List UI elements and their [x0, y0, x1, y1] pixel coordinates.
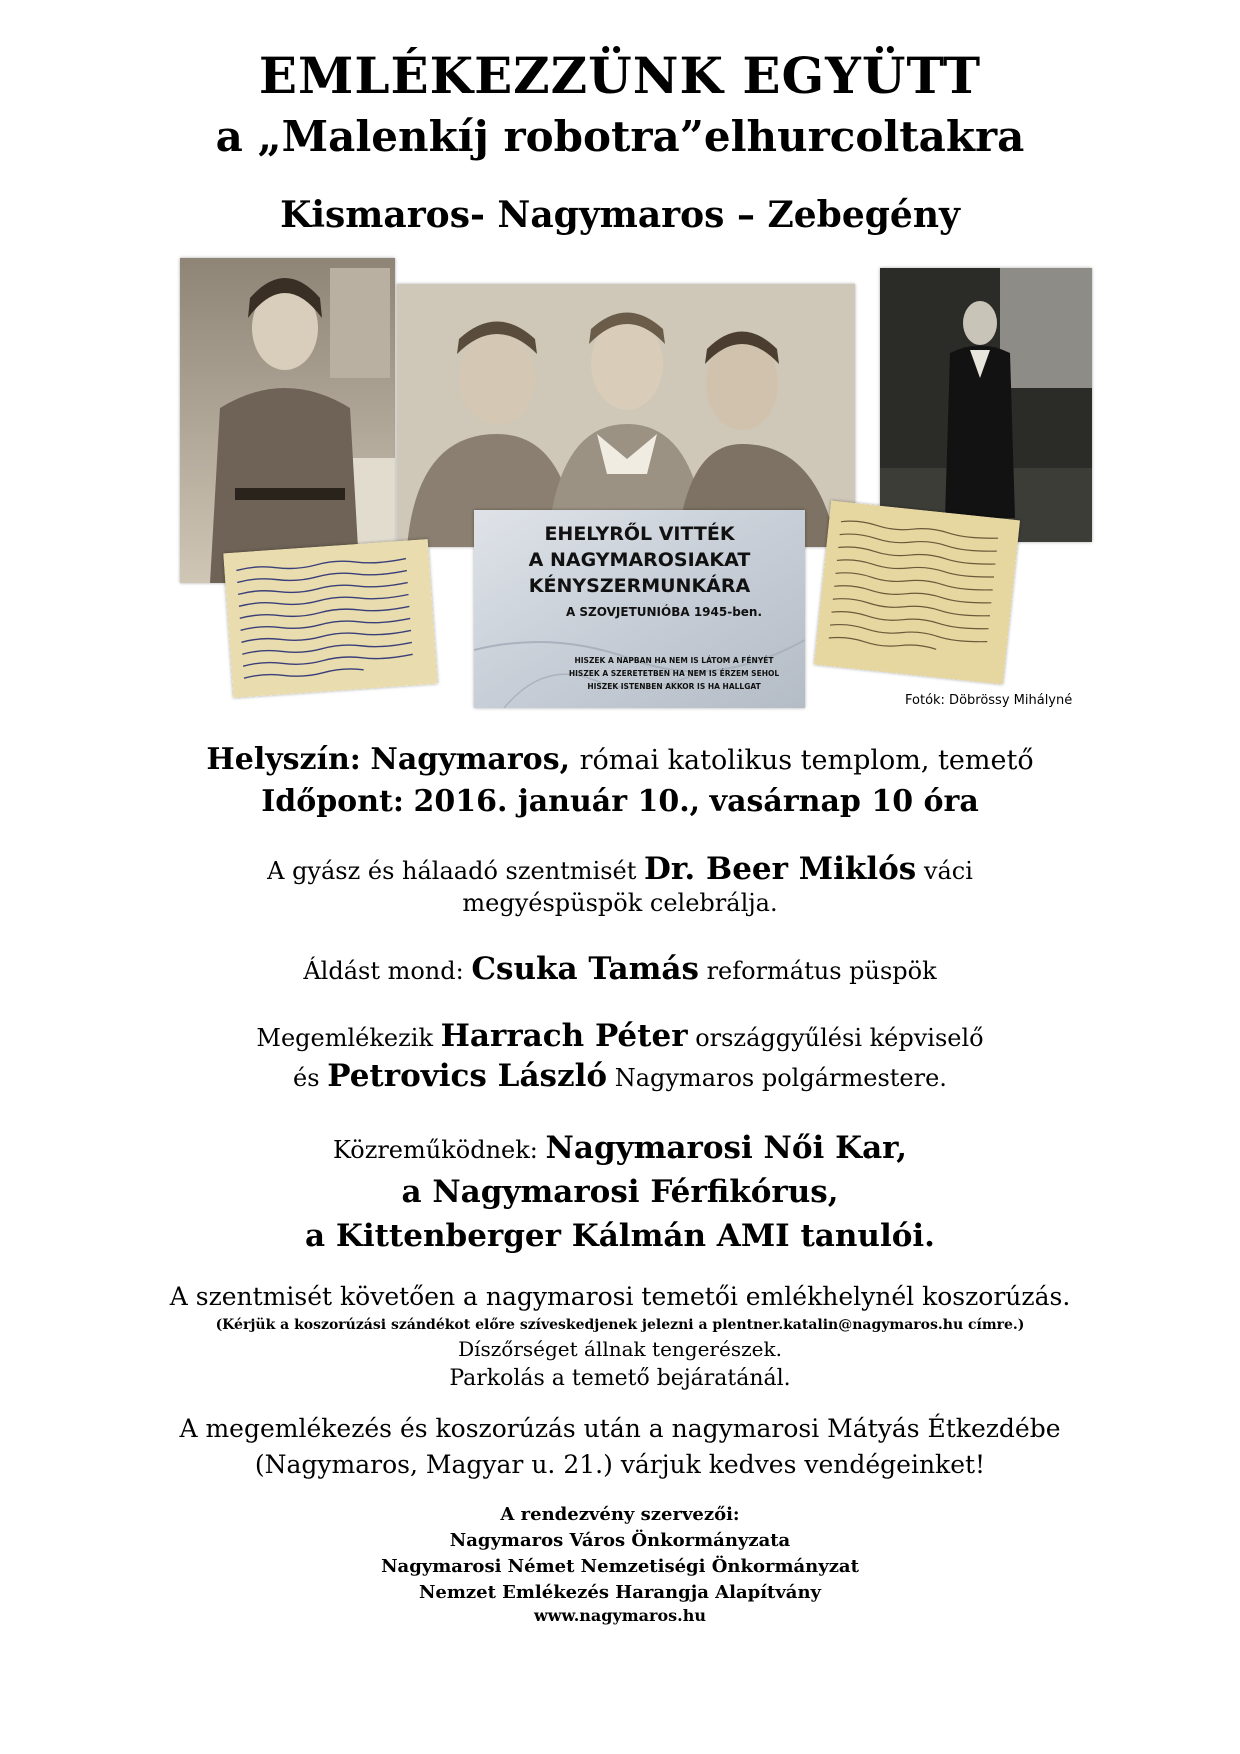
- photo-memorial-plaque: [474, 510, 805, 708]
- mass-pre: A gyász és hálaadó szentmisét: [267, 857, 637, 885]
- mass-post: váci: [923, 857, 973, 885]
- photo-man-portrait: [880, 268, 1092, 542]
- commemoration-name-2: Petrovics László: [327, 1058, 608, 1094]
- photo-handwritten-letter-right: [814, 501, 1020, 685]
- mass-celebrant: Dr. Beer Miklós: [644, 851, 917, 887]
- cooperation-pre: Közreműködnek:: [332, 1136, 538, 1164]
- organizer-3: Nemzet Emlékezés Harangja Alapítvány: [418, 1582, 822, 1603]
- commemoration-and: és: [293, 1064, 320, 1092]
- plaque-verse-1: HISZEK A NAPBAN HA NEM IS LÁTOM A FÉNYÉT: [574, 656, 774, 665]
- photo-handwritten-letter-left: [223, 539, 438, 698]
- date-value: 2016. január 10.,: [413, 784, 701, 819]
- cooperation-item-3: a Kittenberger Kálmán AMI tanulói.: [305, 1218, 935, 1254]
- invite-line-1: A megemlékezés és koszorúzás után a nagymarosi Mátyás Étkezdébe: [179, 1414, 1061, 1443]
- cooperation-item-2: a Nagymarosi Férfikórus,: [401, 1174, 839, 1210]
- plaque-line-1: EHELYRŐL VITTÉK: [544, 523, 735, 545]
- organizers-heading: A rendezvény szervezői:: [500, 1504, 740, 1525]
- event-date-line: [0, 784, 1240, 819]
- guard-line: Díszőrséget állnak tengerészek.: [458, 1337, 782, 1361]
- photo-woman-portrait: [180, 258, 395, 583]
- mass-line-1: [0, 851, 1240, 887]
- commemoration-line-2: [0, 1058, 1240, 1094]
- poster-title: EMLÉKEZZÜNK EGYÜTT: [258, 46, 982, 105]
- place-rest: római katolikus templom, temető: [579, 745, 1034, 776]
- plaque-line-2: A NAGYMAROSIAKAT: [528, 549, 751, 571]
- event-place-line: [0, 742, 1240, 777]
- wreath-line: A szentmisét követően a nagymarosi temetői emlékhelynél koszorúzás.: [169, 1282, 1071, 1311]
- commemoration-name-1: Harrach Péter: [440, 1018, 688, 1054]
- photo-three-women: [397, 284, 855, 547]
- blessing-line: [0, 951, 1240, 987]
- poster-places: Kismaros- Nagymaros – Zebegény: [280, 194, 960, 236]
- plaque-line-4: A SZOVJETUNIÓBA 1945-ben.: [565, 605, 763, 619]
- commemoration-post-2: Nagymaros polgármestere.: [614, 1064, 947, 1092]
- cooperation-item-1: Nagymarosi Női Kar,: [545, 1130, 908, 1166]
- commemoration-line-1: [0, 1018, 1240, 1054]
- cooperation-line-1: [0, 1130, 1240, 1166]
- website-link[interactable]: www.nagymaros.hu: [533, 1606, 706, 1625]
- place-name: Nagymaros,: [370, 742, 571, 777]
- invite-line-2: (Nagymaros, Magyar u. 21.) várjuk kedves vendégeinket!: [254, 1450, 986, 1479]
- commemoration-pre: Megemlékezik: [256, 1024, 433, 1052]
- poster-subtitle: a „Malenkíj robotra”elhurcoltakra: [215, 112, 1025, 161]
- plaque-verse-3: HISZEK ISTENBEN AKKOR IS HA HALLGAT: [587, 682, 761, 691]
- blessing-name: Csuka Tamás: [471, 951, 699, 987]
- date-rest: vasárnap 10 óra: [709, 784, 979, 819]
- organizer-2: Nagymarosi Német Nemzetiségi Önkormányzat: [381, 1556, 859, 1577]
- organizer-1: Nagymaros Város Önkormányzata: [449, 1530, 791, 1551]
- plaque-line-3: KÉNYSZERMUNKÁRA: [528, 575, 751, 597]
- wreath-note: (Kérjük a koszorúzási szándékot előre szíveskedjenek jelezni a plentner.katalin@nagymaros.hu címre.): [215, 1317, 1025, 1333]
- blessing-pre: Áldást mond:: [303, 957, 464, 985]
- parking-line: Parkolás a temető bejáratánál.: [449, 1366, 791, 1391]
- place-label: Helyszín:: [206, 742, 361, 777]
- photo-credit: Fotók: Döbrössy Mihályné: [905, 693, 1073, 708]
- plaque-verse-2: HISZEK A SZERETETBEN HA NEM IS ÉRZEM SEHOL: [568, 669, 780, 678]
- blessing-post: református püspök: [706, 957, 937, 985]
- mass-line-2: megyéspüspök celebrálja.: [462, 889, 778, 917]
- commemoration-post-1: országgyűlési képviselő: [695, 1024, 984, 1052]
- date-label: Időpont:: [261, 784, 404, 819]
